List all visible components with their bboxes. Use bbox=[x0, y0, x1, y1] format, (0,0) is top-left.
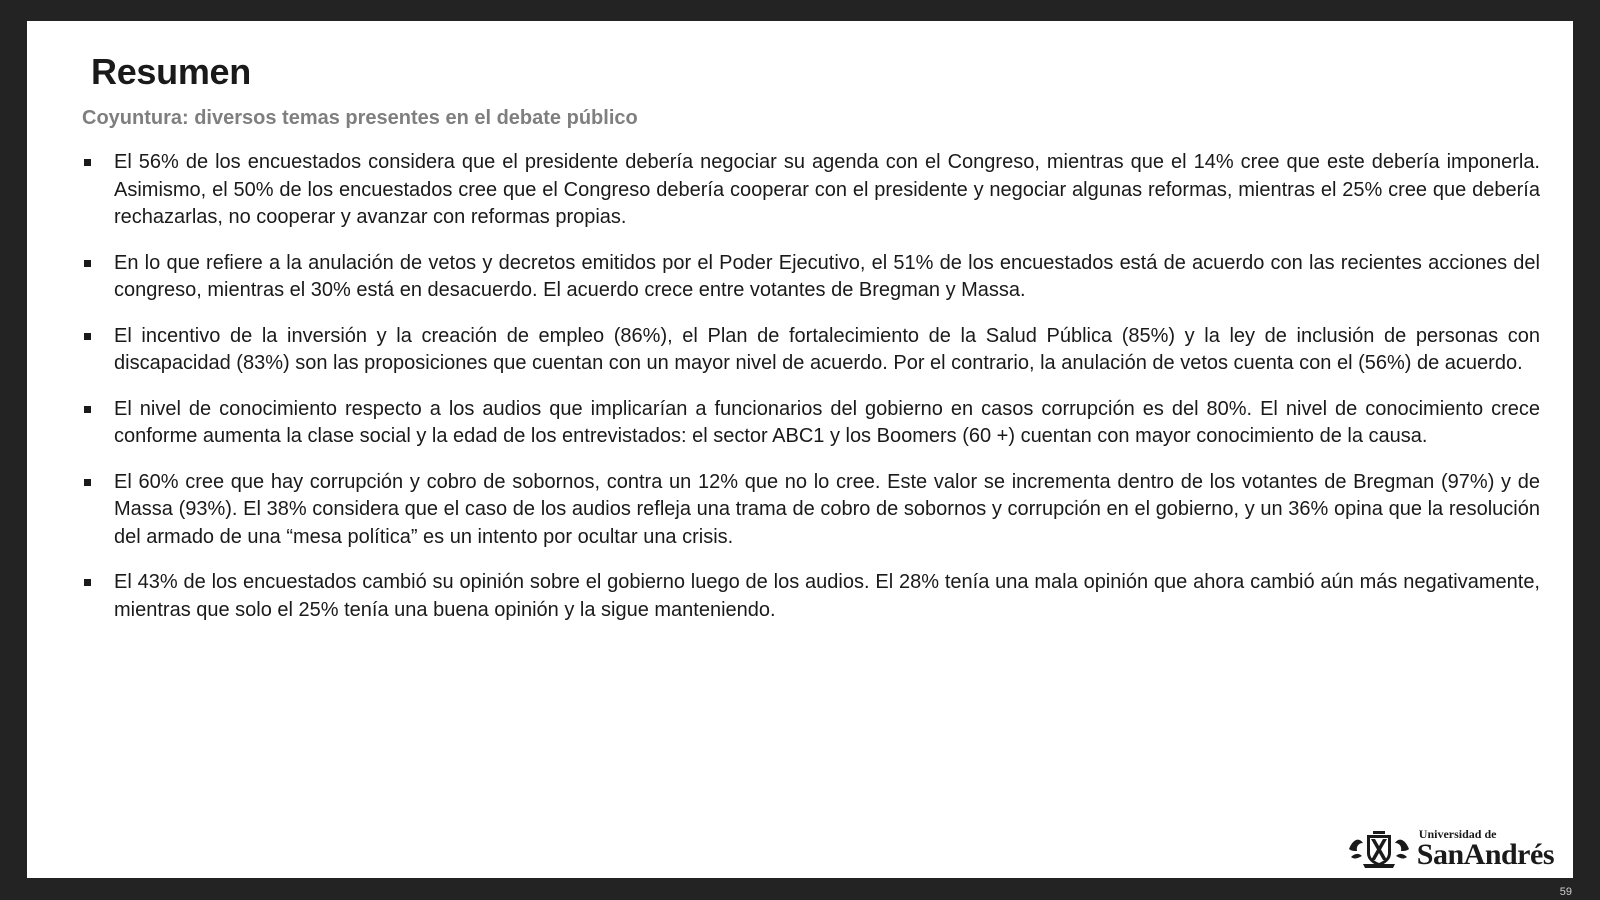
bullet-text: El 56% de los encuestados considera que el presidente debería negociar su agenda con el Congreso, mientras que el 14% cree que este debería imponerla. Asimismo, el 50% de los encuestados cree que el Congreso debería cooperar con el presidente y negociar algunas reformas, mientras el 25% cree que debería rechazarlas, no cooperar y avanzar con reformas propias. bbox=[114, 151, 1540, 228]
university-crest-icon bbox=[1347, 829, 1411, 869]
square-bullet-icon bbox=[84, 159, 91, 166]
bullet-text: En lo que refiere a la anulación de vetos y decretos emitidos por el Poder Ejecutivo, el 51% de los encuestados está de acuerdo con las recientes acciones del congreso, mientras el 30% está en desacuerdo. El acuerdo crece entre votantes de Bregman y Massa. bbox=[114, 251, 1540, 301]
bullet-item bbox=[82, 569, 1540, 624]
bullet-list bbox=[82, 149, 1540, 642]
square-bullet-icon bbox=[84, 479, 91, 486]
page-number: 59 bbox=[1559, 886, 1572, 898]
bullet-text: El 43% de los encuestados cambió su opinión sobre el gobierno luego de los audios. El 28% tenía una mala opinión que ahora cambió aún más negativamente, mientras que solo el 25% tenía una buena opinión y la sigue manteniendo. bbox=[114, 571, 1540, 621]
slide-title: Resumen bbox=[91, 51, 251, 92]
bullet-item bbox=[82, 323, 1540, 378]
square-bullet-icon bbox=[84, 579, 91, 586]
logo-small-text: Universidad de bbox=[1418, 827, 1497, 841]
square-bullet-icon bbox=[84, 406, 91, 413]
bullet-item bbox=[82, 149, 1540, 232]
slide-subtitle: Coyuntura: diversos temas presentes en el debate público bbox=[82, 107, 638, 129]
logo-wordmark bbox=[1417, 828, 1554, 870]
bullet-item bbox=[82, 469, 1540, 552]
logo-big-text: SanAndrés bbox=[1416, 838, 1554, 871]
bullet-text: El 60% cree que hay corrupción y cobro de sobornos, contra un 12% que no lo cree. Este valor se incrementa dentro de los votantes de Bregman (97%) y de Massa (93%). El 38% considera que el caso de los audios refleja una trama de cobro de sobornos y corrupción en el gobierno, y un 36% opina que la resolución del armado de una “mesa política” es un intento por ocultar una crisis. bbox=[114, 470, 1540, 548]
university-logo bbox=[1347, 828, 1554, 870]
bullet-item bbox=[82, 396, 1540, 451]
square-bullet-icon bbox=[84, 333, 91, 340]
bullet-item bbox=[82, 250, 1540, 305]
square-bullet-icon bbox=[84, 260, 91, 267]
slide bbox=[27, 21, 1573, 878]
bullet-text: El nivel de conocimiento respecto a los audios que implicarían a funcionarios del gobierno en casos corrupción es del 80%. El nivel de conocimiento crece conforme aumenta la clase social y la edad de los entrevistados: el sector ABC1 y los Boomers (60 +) cuentan con mayor conocimiento de la causa. bbox=[114, 397, 1540, 447]
bullet-text: El incentivo de la inversión y la creación de empleo (86%), el Plan de fortalecimiento de la Salud Pública (85%) y la ley de inclusión de personas con discapacidad (83%) son las proposiciones que cuentan con un mayor nivel de acuerdo. Por el contrario, la anulación de vetos cuenta con el (56%) de acuerdo. bbox=[114, 324, 1540, 374]
